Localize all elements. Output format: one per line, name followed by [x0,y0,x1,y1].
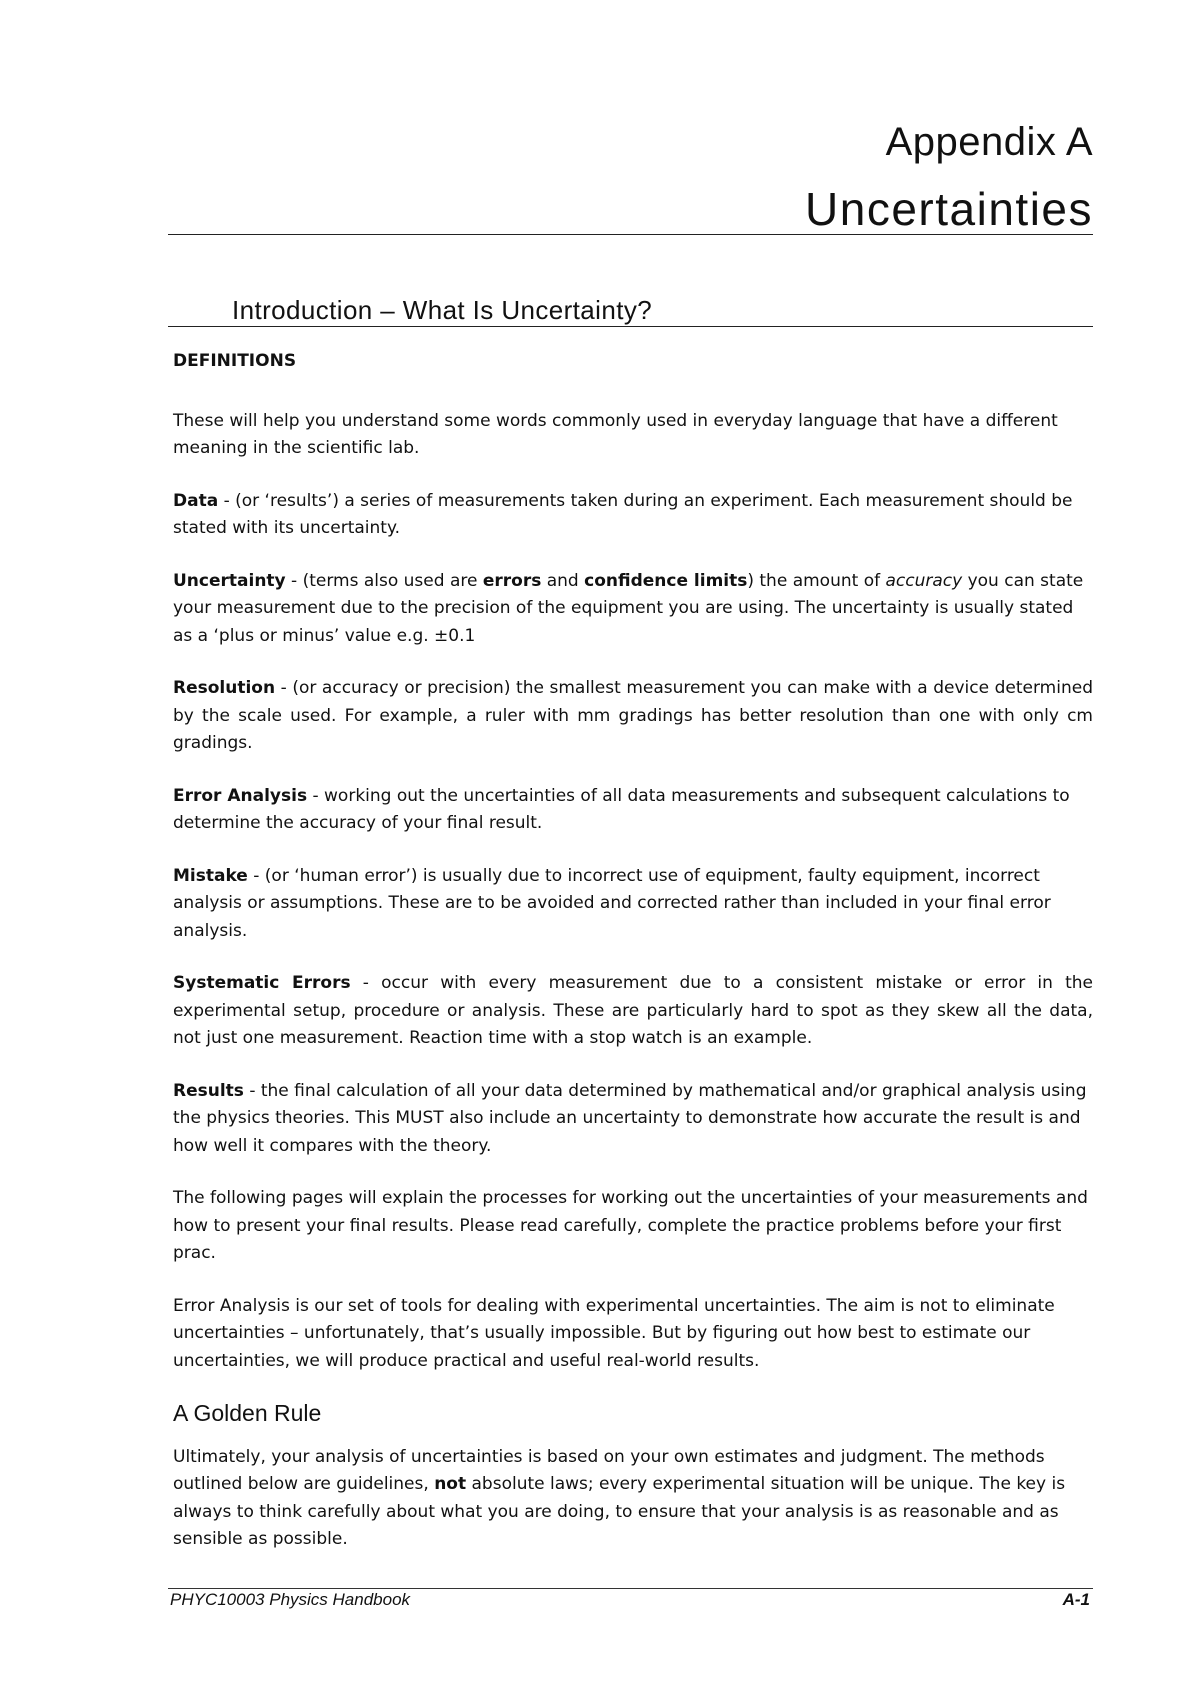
definitions-intro: These will help you understand some words commonly used in everyday language that have a different meaning in the scientific lab. [173,410,1058,458]
chapter-title: Uncertainties [805,183,1093,235]
paragraph-error-analysis-tools: Error Analysis is our set of tools for dealing with experimental uncertainties. The aim is not to eliminate uncertainties – unfortunately, that’s usually impossible. But by figuring out how best to estimate our uncertainties, we will produce practical and useful real-world results. [173,1295,1055,1371]
definition-uncertainty [173,568,1093,651]
footer-divider [168,1588,1093,1589]
definitions-heading: DEFINITIONS [173,351,297,371]
definition-data [173,488,1093,543]
definition-text: you can state your measurement due to the precision of the equipment you are using. The uncertainty is usually stated as a ‘plus or minus’ value e.g. ±0.1 [173,570,1084,646]
term-label: Results [173,1080,244,1101]
term-label: Uncertainty [173,570,286,591]
footer-handbook-title: PHYC10003 Physics Handbook [170,1590,411,1609]
title-divider [168,234,1093,235]
definition-text: - (or ‘human error’) is usually due to incorrect use of equipment, faulty equipment, incorrect analysis or assumptions. These are to be avoided and corrected rather than included in your final error analysis. [173,865,1051,941]
term-label: Error Analysis [173,785,308,806]
section-divider [168,326,1093,327]
definition-results [173,1078,1093,1161]
term-confidence-limits: confidence limits [584,570,748,591]
body-text [173,346,1093,1579]
definition-text: and [541,570,585,591]
definition-text: - (or accuracy or precision) the smallest measurement you can make with a device determined by the scale used. For example, a ruler with mm gradings has better resolution than one with only cm gradings. [173,678,1093,753]
appendix-label: Appendix A [885,120,1093,164]
golden-rule-text: absolute laws; every experimental situation will be unique. The key is always to think carefully about what you are doing, to ensure that your analysis is as reasonable and as sensible as possible. [173,1474,1066,1549]
definition-resolution [173,675,1093,758]
golden-rule-heading: A Golden Rule [173,1400,322,1426]
footer-page-number: A-1 [1062,1590,1090,1609]
definition-text: - occur with every measurement due to a consistent mistake or error in the experimental setup, procedure or analysis. These are particularly hard to spot as they skew all the data, not just one measurement. Reaction time with a stop watch is an example. [173,973,1093,1048]
definition-error-analysis [173,783,1093,838]
term-errors: errors [482,570,542,591]
definition-systematic-errors [173,970,1093,1053]
term-label: Resolution [173,678,276,698]
term-label: Data [173,490,219,511]
term-label: Systematic Errors [173,973,351,993]
definition-text: - (or ‘results’) a series of measurements taken during an experiment. Each measurement should be stated with its uncertainty. [173,490,1073,538]
section-title: Introduction – What Is Uncertainty? [232,295,653,325]
paragraph-following-pages: The following pages will explain the processes for working out the uncertainties of your measurements and how to present your final results. Please read carefully, complete the practice problems before your first prac. [173,1188,1088,1263]
definition-text: ) the amount of [747,570,886,591]
definition-text: - working out the uncertainties of all data measurements and subsequent calculations to determine the accuracy of your final result. [173,785,1070,833]
golden-rule-paragraph [173,1444,1093,1554]
term-label: Mistake [173,865,248,886]
definition-text: - the final calculation of all your data determined by mathematical and/or graphical analysis using the physics theories. This MUST also include an uncertainty to demonstrate how accurate the result is and how well it compares with the theory. [173,1080,1087,1156]
golden-rule-not: not [434,1474,467,1494]
definition-text: - (terms also used are [285,570,483,591]
definition-mistake [173,863,1093,946]
emphasis-accuracy: accuracy [885,570,963,591]
golden-rule-text: Ultimately, your analysis of uncertainties is based on your own estimates and judgment. The methods outlined below are guidelines, [173,1446,1045,1494]
